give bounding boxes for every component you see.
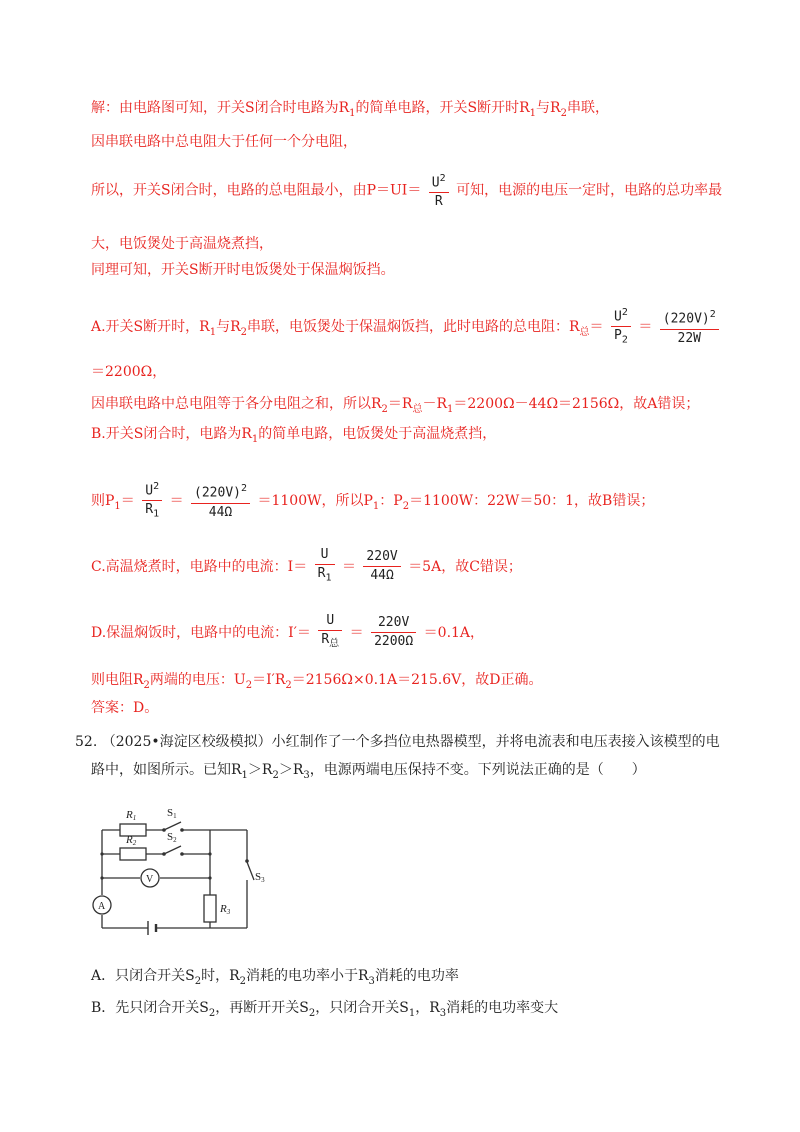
label-r3: R3 [220,903,231,916]
solution-line-3: 所以，开关S闭合时，电路的总电阻最小，由P＝UI＝ $\frac{U^2}{R}$ 可知，电源的电压一定时，电路的总功率最 [91,170,722,211]
resistor-r1 [120,824,146,836]
solution-part-a-result: ＝2200Ω， [91,364,167,380]
solution-part-b-formula: 则$P_1=$ $\frac{U^2}{R_1}$ ＝ $\frac{(220V)^2}{44\Omega}$ ＝1100W，所以$P_1$：$P_2=1100W$：22W＝50：1，故B错误； [91,478,654,524]
option-b[interactable]: B．先只闭合开关$S_2$，再断开开关$S_2$，只闭合开关$S_1$，$R_3$消耗的电功率变大 [91,1000,559,1019]
solution-line-5: 同理可知，开关S断开时电饭煲处于保温焖饭挡。 [91,262,395,278]
battery-icon [148,921,156,935]
solution-line-1: 解：由电路图可知，开关S闭合时电路为$R_1$的简单电路，开关S断开时$R_1$与$R_2$串联， [91,100,609,119]
question-line-1: 52. （2025•海淀区校级模拟）小红制作了一个多挡位电热器模型，并将电流表和电压表接入该模型的电 [75,734,720,750]
fraction-u2-over-r: $\frac{U^2}{R}$ [429,170,449,211]
solution-part-a-line-2: 因串联电路中总电阻等于各分电阻之和，所以$R_2=R_总-R_1=2200\Omega-44\Omega=2156\Omega$，故A错误； [91,396,700,415]
switch-s2 [164,846,181,854]
solution-part-a: A.开关S断开时，$R_1$与$R_2$串联，电饭煲处于保温焖饭挡，此时电路的总电阻：$R_总=$ $\frac{U^2}{P_2}$ ＝ $\frac{(220V)^2}{22W}$ [91,304,722,350]
circuit-diagram [92,800,282,950]
label-a: A [98,901,106,912]
solution-line-2: 因串联电路中总电阻大于任何一个分电阻， [91,134,357,150]
question-line-2: 路中，如图所示。已知$R_1>R_2>R_3$，电源两端电压保持不变。下列说法正确的是（ ） [91,762,646,781]
label-s2: S2 [167,831,177,844]
label-s3: S3 [255,871,265,884]
option-a[interactable]: A．只闭合开关$S_2$时，$R_2$消耗的电功率小于$R_3$消耗的电功率 [91,968,459,987]
label-r1: R1 [126,809,137,822]
solution-answer: 答案：D。 [91,700,159,716]
solution-part-b: B.开关S闭合时，电路为$R_1$的简单电路，电饭煲处于高温烧煮挡， [91,426,497,445]
label-s1: S1 [167,807,177,820]
solution-line-4: 大，电饭煲处于高温烧煮挡， [91,236,273,252]
switch-s3 [247,862,254,880]
solution-part-d: D.保温焖饭时，电路中的电流：I′＝ $\frac{U}{R_总}$ ＝ $\frac{220V}{2200\Omega}$ ＝0.1A， [91,613,485,650]
resistor-r2 [120,848,146,860]
label-r2: R2 [126,834,137,847]
switch-s1 [164,822,181,830]
label-v: V [146,874,154,885]
resistor-r3 [204,895,216,922]
solution-part-e: 则电阻$R_2$两端的电压：$U_2=I'R_2=2156\Omega\times 0.1A=215.6V$，故D正确。 [91,672,543,691]
question-number: 52. [75,734,98,750]
solution-part-c: C.高温烧煮时，电路中的电流：I＝ $\frac{U}{R_1}$ ＝ $\frac{220V}{44\Omega}$ ＝5A，故C错误； [91,547,522,584]
